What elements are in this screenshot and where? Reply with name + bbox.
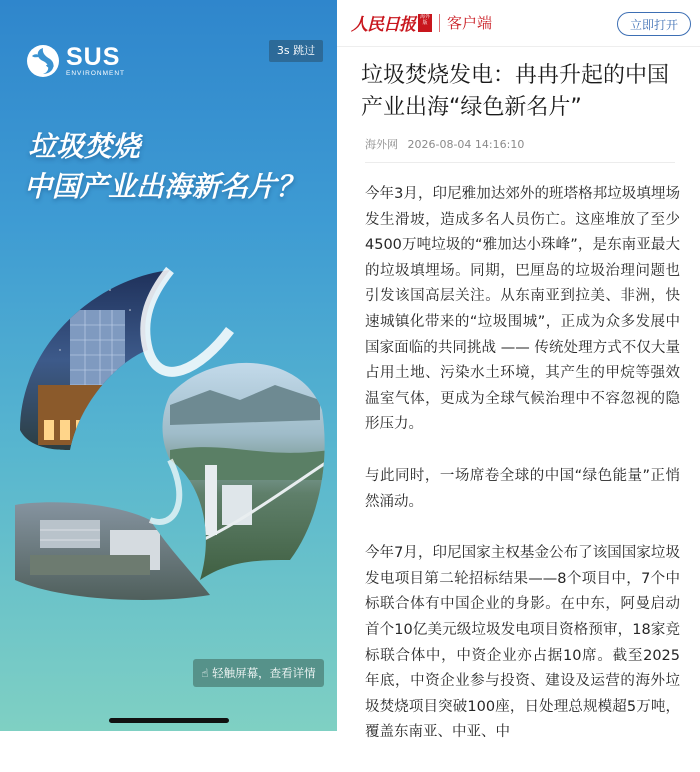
meta-divider xyxy=(365,162,675,163)
ad-headline xyxy=(24,128,305,208)
logo-name: SUS xyxy=(66,43,121,71)
splash-ad[interactable] xyxy=(0,0,337,731)
brand-divider xyxy=(439,14,440,32)
article-paragraph: 今年7月，印尼国家主权基金公布了该国国家垃圾发电项目第二轮招标结果——8个项目中，7个中标联合体有中国企业的身影。在中东，阿曼启动首个10亿美元级垃圾发电项目资格预审，18家竞标联合体中，中资企业亦占据10席。截至2025年底，中资企业参与投资、建设及运营的海外垃圾焚烧项目突破100座，日处理总规模超5万吨，覆盖东南亚、中亚、中 xyxy=(365,545,680,741)
article-page xyxy=(337,0,700,741)
article-paragraph: 与此同时，一场席卷全球的中国“绿色能量”正悄然涌动。 xyxy=(365,467,680,510)
home-indicator[interactable] xyxy=(109,718,229,723)
open-app-button[interactable]: 立即打开 xyxy=(617,12,691,36)
brand-seal: 海外版 xyxy=(418,14,432,32)
headline-line-2: 中国产业出海新名片？ xyxy=(24,170,305,203)
article-title: 垃圾焚烧发电：冉冉升起的中国产业出海“绿色新名片” xyxy=(361,63,670,120)
article-source[interactable]: 海外网 xyxy=(365,138,398,151)
headline-line-1: 垃圾焚烧 xyxy=(28,130,141,163)
hand-pointer-icon: ☝ xyxy=(201,666,209,680)
swirl-city-artwork xyxy=(0,200,337,620)
sus-logo-icon xyxy=(26,44,60,78)
article-datetime: 2026-08-04 14:16:10 xyxy=(407,138,525,151)
brand-client-label: 客户端 xyxy=(447,14,493,32)
brand-logo[interactable] xyxy=(351,10,492,35)
brand-name: 人民日报 xyxy=(351,15,415,35)
tap-details-button[interactable] xyxy=(193,659,324,687)
article-topbar xyxy=(337,0,700,47)
article-paragraph: 今年3月，印尼雅加达郊外的班塔格邦垃圾填埋场发生滑坡，造成多名人员伤亡。这座堆放了至少4500万吨垃圾的“雅加达小珠峰”，是东南亚最大的垃圾填埋场。同期，巴厘岛的垃圾治理问题也引发该国高层关注。从东南亚到拉美、非洲，快速城镇化带来的“垃圾围城”，正成为众多发展中国家面临的共同挑战 —— 传统处理方式不仅大量占用土地、污染水土环境，其产生的甲烷等强效温室气体，更成为全球气候治理中不容忽视的隐形压力。 xyxy=(365,186,680,433)
skip-button[interactable]: 3s 跳过 xyxy=(269,40,323,62)
sus-logo xyxy=(26,44,125,78)
tap-details-label: 轻触屏幕，查看详情 xyxy=(212,666,316,680)
article-body xyxy=(365,182,680,772)
article-meta xyxy=(365,136,530,152)
logo-subtitle: ENVIRONMENT xyxy=(66,70,126,77)
